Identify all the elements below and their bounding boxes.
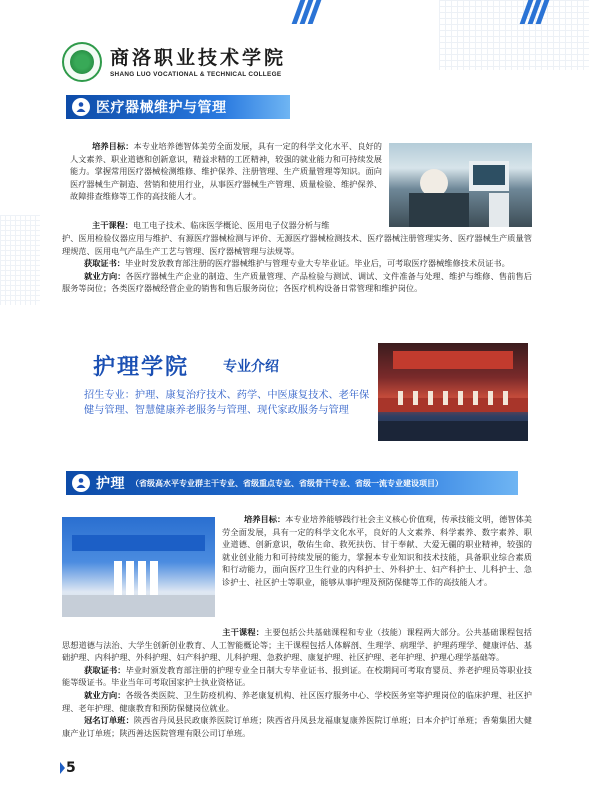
nursing-course-text: 主要包括公共基础课程和专业（技能）课程两大部分。公共基础课程包括思想道德与法治、大学生创新创业教育、人工智能概论等；主干课程包括人体解剖、生理学、病理学、护理药理学、健康评估、基础护理、内科护理、外科护理、妇产科护理、儿科护理、急救护理、康复护理、社区护理、老年护理、护理心理学基础等。 bbox=[62, 627, 532, 663]
person-icon bbox=[72, 98, 90, 116]
goal-label: 培养目标： bbox=[92, 141, 134, 151]
course-text-continued: 护、医用检验仪器应用与维护、有源医疗器械检测与评价、无源医疗器械检测技术、医疗器械注册管理实务、医疗器械生产质量管理规范、医用电气产品生产工艺与管理、医疗器械管理与法规等。 bbox=[62, 233, 532, 256]
nursing-job-label: 就业方向： bbox=[84, 689, 126, 700]
cert-label: 获取证书： bbox=[84, 258, 125, 269]
section-title: 医疗器械维护与管理 bbox=[96, 100, 227, 116]
course-text: 电工电子技术、临床医学概论、医用电子仪器分析与维 bbox=[132, 220, 330, 230]
goal-paragraph bbox=[70, 140, 382, 203]
course-paragraph-start bbox=[70, 219, 382, 232]
school-name-en: SHANG LUO VOCATIONAL & TECHNICAL COLLEGE bbox=[110, 70, 282, 78]
order-class-label: 冠名订单班： bbox=[84, 715, 134, 726]
person-icon bbox=[72, 474, 90, 492]
course-label: 主干课程： bbox=[92, 220, 133, 230]
competition-photo bbox=[62, 517, 215, 617]
page-number: 5 bbox=[66, 760, 76, 776]
section1-continued bbox=[62, 232, 532, 295]
section-bar-medical-device bbox=[66, 95, 290, 119]
decorative-stripes bbox=[524, 0, 545, 24]
decorative-grid bbox=[0, 215, 40, 305]
order-class-text: 陕西省丹凤县民政康养医院订单班；陕西省丹凤县龙福康复康养医院订单班；日本介护订单班；香菊集团大健康产业订单班；陕西善达医院管理有限公司订单班。 bbox=[62, 715, 532, 738]
stage-event-photo bbox=[378, 343, 528, 441]
section-title: 护理 bbox=[96, 476, 125, 492]
job-text: 各医疗器械生产企业的制造、生产质量管理、产品检验与测试、调试、文件准备与处理、维护与维修、售前售后服务等岗位；各类医疗器械经营企业的销售和售后服务岗位；各医疗机构设备日常管理和维护岗位。 bbox=[62, 270, 532, 294]
section-subtitle: （省级高水平专业群主干专业、省级重点专业、省级骨干专业、省级一流专业建设项目） bbox=[131, 478, 443, 488]
school-logo-icon bbox=[62, 42, 102, 82]
page-marker-icon bbox=[60, 762, 65, 774]
nursing-details bbox=[62, 626, 532, 739]
goal-text: 本专业培养德智体美劳全面发展，具有一定的科学文化水平、良好的人文素养、职业道德和创新意识，精益求精的工匠精神，较强的就业能力和可持续发展能力。掌握常用医疗器械检测维修、维护保养、注册管理、生产质量管理等知识。面向医疗器械生产制造、营销和使用行业，从事医疗器械生产管理、质量检验、维护保养、故障排查维修等工作的高技能人才。 bbox=[70, 141, 382, 202]
medical-equipment-photo bbox=[389, 143, 532, 227]
nursing-goal-text: 本专业培养能够践行社会主义核心价值观，传承技能文明，德智体美劳全面发展，具有一定的科学文化水平，良好的人文素养、科学素养、数字素养、职业道德、创新意识，敬佑生命、救死扶伤、甘于奉献、大爱无疆的职业精神，较强的就业创业能力和可持续发展的能力，掌握本专业知识和技术技能，具备职业综合素质和行动能力，面向医疗卫生行业的内科护士、外科护士、妇产科护士、儿科护士、急诊护士、社区护士等职业，能够从事护理及预防保健等工作的高技能人才。 bbox=[222, 514, 532, 587]
college-subtitle: 专业介绍 bbox=[223, 359, 279, 375]
enrollment-majors: 招生专业：护理、康复治疗技术、药学、中医康复技术、老年保健与管理、智慧健康养老服务与管理、现代家政服务与管理 bbox=[84, 390, 370, 416]
nursing-goal-label: 培养目标： bbox=[244, 514, 286, 524]
decorative-stripes bbox=[296, 0, 317, 24]
job-label: 就业方向： bbox=[84, 270, 126, 281]
nursing-job-text: 各级各类医院、卫生防疫机构、养老康复机构、社区医疗服务中心、学校医务室等护理岗位的临床护理、社区护理、老年护理、健康教育和预防保健岗位就业。 bbox=[62, 689, 532, 713]
school-header bbox=[62, 40, 322, 84]
decorative-grid bbox=[439, 0, 589, 70]
nursing-goal-paragraph bbox=[222, 513, 532, 589]
school-name-cn: 商洛职业技术学院 bbox=[110, 46, 287, 69]
nursing-cert-label: 获取证书： bbox=[84, 664, 126, 675]
college-title: 护理学院 bbox=[93, 355, 190, 380]
section-bar-nursing bbox=[66, 471, 518, 495]
cert-text: 毕业时发放教育部注册的医疗器械维护与管理专业大专毕业证。毕业后，可考取医疗器械维修技术员证书。 bbox=[124, 258, 510, 269]
nursing-course-label: 主干课程： bbox=[222, 627, 265, 637]
nursing-cert-text: 毕业时颁发教育部注册的护理专业全日制大专毕业证书、报到证。在校期间可考取育婴员、养老护理员等职业技能等级证书。毕业当年可考取国家护士执业资格证。 bbox=[62, 664, 532, 688]
